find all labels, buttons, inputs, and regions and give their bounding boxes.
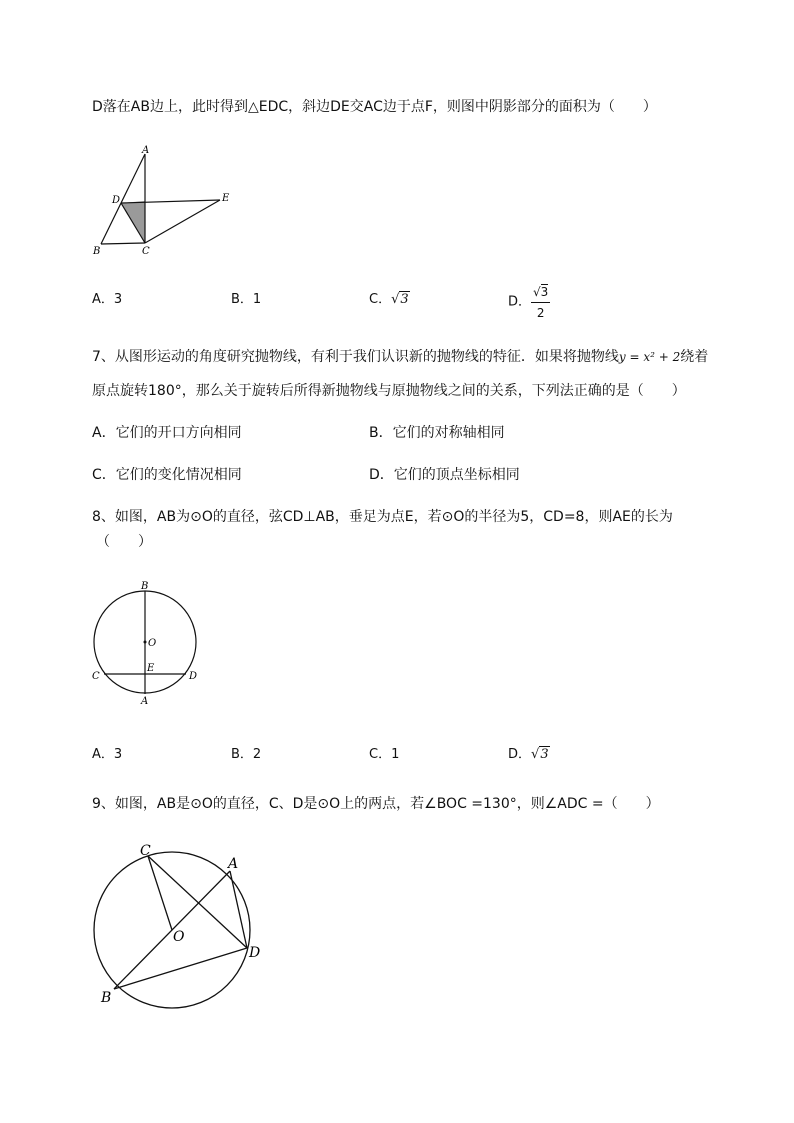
q7-stem-line1: 7、从图形运动的角度研究抛物线，有利于我们认识新的抛物线的特征．如果将抛物线y = x² + 2绕着	[92, 349, 709, 365]
q8-option-b[interactable]: B．2	[231, 747, 262, 762]
q8-option-a[interactable]: A．3	[92, 747, 123, 762]
label-e: E	[147, 663, 155, 674]
label-c: C	[92, 671, 100, 682]
q7-stem-line2: 原点旋转180°，那么关于旋转后所得新抛物线与原抛物线之间的关系，下列法正确的是（ ）	[92, 383, 686, 399]
q6-figure	[88, 142, 238, 260]
label-a: A	[141, 696, 149, 707]
q8-figure	[88, 580, 212, 710]
label-o: O	[173, 929, 185, 945]
q9-figure	[88, 838, 278, 1014]
q8-option-d[interactable]	[508, 745, 550, 765]
q7-option-d[interactable]: D．它们的顶点坐标相同	[369, 467, 520, 483]
label-e: E	[222, 193, 230, 204]
label-c: C	[140, 843, 151, 859]
label-b: B	[101, 990, 112, 1006]
q6-option-a[interactable]: A．3	[92, 292, 123, 307]
label-c: C	[142, 246, 150, 257]
sqrt-symbol: √3	[391, 292, 409, 307]
q6-option-c[interactable]	[369, 290, 410, 310]
q8-stem-line2: （ ）	[96, 534, 152, 550]
label-d: D	[112, 195, 121, 206]
q8-option-c[interactable]: C．1	[369, 747, 400, 762]
q7-option-c[interactable]: C．它们的变化情况相同	[92, 467, 242, 483]
label-a: A	[142, 145, 150, 156]
q9-stem: 9、如图，AB是⊙O的直径，C、D是⊙O上的两点，若∠BOC =130°，则∠ADC =（ ）	[92, 796, 660, 812]
label-d: D	[249, 945, 261, 961]
q6-option-d[interactable]	[508, 282, 550, 323]
q8-stem-line1: 8、如图，AB为⊙O的直径，弦CD⊥AB，垂足为点E，若⊙O的半径为5，CD=8，则AE的长为	[92, 509, 673, 525]
q6-option-d-prefix: D．	[508, 294, 532, 310]
q6-option-c-prefix: C．	[369, 292, 392, 307]
sqrt-symbol: √3	[531, 747, 549, 762]
q6-option-b[interactable]: B．1	[231, 292, 262, 307]
label-b: B	[141, 581, 149, 592]
label-a: A	[228, 856, 239, 872]
label-b: B	[93, 246, 101, 257]
q8-option-d-prefix: D．	[508, 747, 532, 762]
q7-option-b[interactable]: B．它们的对称轴相同	[369, 425, 505, 441]
q7-option-a[interactable]: A．它们的开口方向相同	[92, 425, 242, 441]
q6-stem: D落在AB边上，此时得到△EDC，斜边DE交AC边于点F，则图中阴影部分的面积为（ ）	[92, 99, 657, 115]
fraction: $\frac{√3}{2}$	[531, 282, 550, 323]
label-o: O	[148, 638, 157, 649]
label-d: D	[189, 671, 198, 682]
